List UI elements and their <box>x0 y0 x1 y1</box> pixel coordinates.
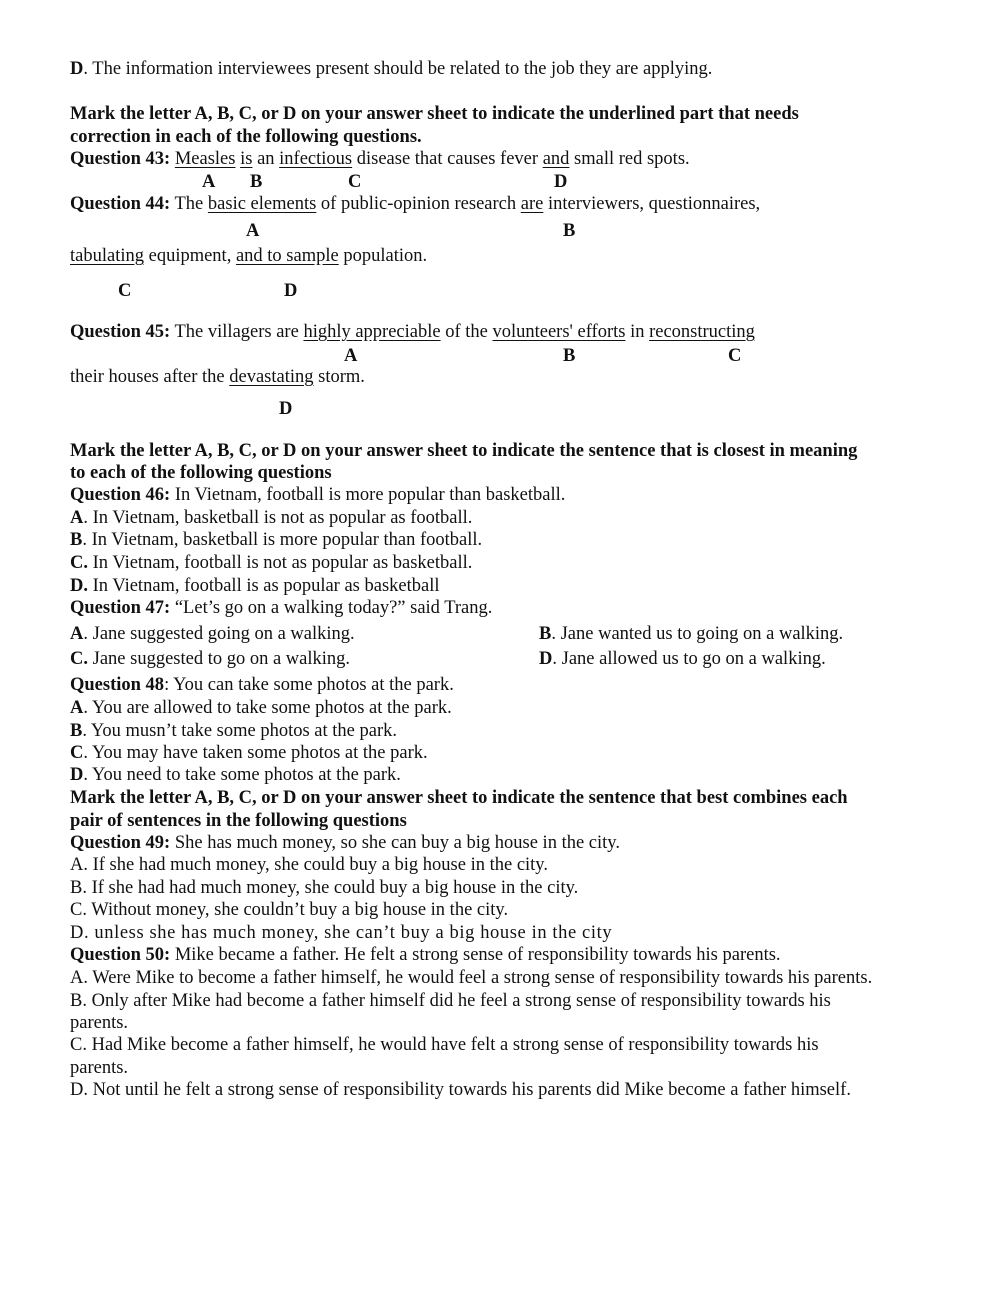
option-b: B. If she had had much money, she could buy a big house in the city. <box>70 878 579 898</box>
part-letter-c: C <box>348 172 362 192</box>
option-letter: D. <box>70 576 88 596</box>
option-b: B. Only after Mike had become a father himself did he feel a strong sense of responsibility towards his <box>70 991 831 1011</box>
option-text: . You musn’t take some photos at the park. <box>82 721 397 741</box>
option-b <box>70 529 482 551</box>
underlined-part-c: reconstructing <box>649 322 755 342</box>
option-b <box>539 623 843 645</box>
question-text: population. <box>338 246 428 266</box>
question-label: Question 46: <box>70 485 171 505</box>
option-text: . You are allowed to take some photos at the park. <box>83 698 452 718</box>
question-text: storm. <box>313 367 365 387</box>
question-text: equipment, <box>143 246 236 266</box>
question-45 <box>70 321 755 343</box>
question-50 <box>70 944 781 966</box>
question-text: their houses after the <box>70 367 230 387</box>
option-letter: D <box>70 59 84 79</box>
option-letter: C. <box>70 553 88 573</box>
option-text: . Jane suggested going on a walking. <box>83 624 355 644</box>
section-instruction-line: pair of sentences in the following questions <box>70 811 407 831</box>
part-letter-a: A <box>202 172 216 192</box>
option-d <box>70 764 401 786</box>
option-text: . You need to take some photos at the park. <box>83 765 401 785</box>
option-d <box>70 575 440 597</box>
option-text: In Vietnam, football is not as popular as basketball. <box>88 553 473 573</box>
option-c <box>70 648 350 670</box>
question-label: Question 48 <box>70 675 165 695</box>
part-letter-d: D <box>279 399 293 419</box>
underlined-part-d: and to sample <box>235 246 339 266</box>
part-letter-a: A <box>246 221 260 241</box>
option-text: . You may have taken some photos at the park. <box>83 743 428 763</box>
option-letter: A <box>70 624 84 644</box>
question-text: an <box>252 149 280 169</box>
section-instruction-line: correction in each of the following questions. <box>70 127 422 147</box>
option-c <box>70 552 472 574</box>
question-label: Question 43: <box>70 149 171 169</box>
underlined-part-a: basic elements <box>207 194 317 214</box>
section-instruction-line: to each of the following questions <box>70 463 332 483</box>
question-text: The villagers are <box>170 322 304 342</box>
option-a <box>70 697 452 719</box>
intro-line <box>70 58 712 80</box>
option-b <box>70 720 397 742</box>
option-text: In Vietnam, football is as popular as basketball <box>88 576 440 596</box>
option-letter: C <box>70 743 84 763</box>
question-text: “Let’s go on a walking today?” said Trang. <box>170 598 493 618</box>
option-c: C. Without money, she couldn’t buy a big house in the city. <box>70 900 509 920</box>
part-letter-d: D <box>554 172 568 192</box>
question-text: of public-opinion research <box>316 194 521 214</box>
underlined-part-b: are <box>520 194 544 214</box>
option-letter: A <box>70 508 84 528</box>
option-letter: B <box>539 624 552 644</box>
option-d: D. Not until he felt a strong sense of responsibility towards his parents did Mike become a father himself. <box>70 1080 851 1100</box>
question-49 <box>70 832 620 854</box>
option-d <box>539 648 826 670</box>
option-b-continued: parents. <box>70 1013 129 1033</box>
question-text: of the <box>440 322 493 342</box>
underlined-part-a: highly appreciable <box>303 322 441 342</box>
section-instruction-line: Mark the letter A, B, C, or D on your answer sheet to indicate the sentence that is closest in meaning <box>70 441 858 461</box>
option-letter: A <box>70 698 84 718</box>
option-text: . In Vietnam, basketball is not as popular as football. <box>83 508 473 528</box>
option-c-continued: parents. <box>70 1058 129 1078</box>
part-letter-a: A <box>344 346 358 366</box>
section-instruction-line: Mark the letter A, B, C, or D on your answer sheet to indicate the sentence that best combines each <box>70 788 848 808</box>
option-letter: C. <box>70 649 88 669</box>
option-text: . Jane allowed us to go on a walking. <box>552 649 826 669</box>
underlined-part-a: Measles <box>174 149 236 169</box>
question-label: Question 49: <box>70 833 171 853</box>
question-text: in <box>625 322 650 342</box>
option-letter: B <box>70 721 83 741</box>
underlined-part-d: devastating <box>229 367 314 387</box>
question-text: She has much money, so she can buy a big house in the city. <box>170 833 620 853</box>
part-letter-c: C <box>728 346 742 366</box>
option-letter: B <box>70 530 83 550</box>
option-text: . The information interviewees present should be related to the job they are applying. <box>83 59 713 79</box>
question-48 <box>70 674 454 696</box>
question-45-continued <box>70 366 365 388</box>
option-a <box>70 507 472 529</box>
option-a <box>70 623 355 645</box>
option-text: . Jane wanted us to going on a walking. <box>551 624 844 644</box>
option-c: C. Had Mike become a father himself, he would have felt a strong sense of responsibility towards his <box>70 1035 819 1055</box>
option-text: Jane suggested to go on a walking. <box>88 649 351 669</box>
underlined-part-c: infectious <box>279 149 353 169</box>
option-text: . In Vietnam, basketball is more popular than football. <box>82 530 483 550</box>
question-43 <box>70 148 690 170</box>
part-letter-d: D <box>284 281 298 301</box>
part-letter-b: B <box>563 221 576 241</box>
question-46 <box>70 484 565 506</box>
question-text: In Vietnam, football is more popular than basketball. <box>170 485 566 505</box>
question-text: The <box>170 194 208 214</box>
question-text: interviewers, questionnaires, <box>543 194 761 214</box>
section-instruction-line: Mark the letter A, B, C, or D on your answer sheet to indicate the underlined part that needs <box>70 104 799 124</box>
question-label: Question 50: <box>70 945 171 965</box>
option-c <box>70 742 428 764</box>
option-letter: D <box>70 765 84 785</box>
question-label: Question 44: <box>70 194 171 214</box>
underlined-part-b: volunteers' efforts <box>492 322 626 342</box>
part-letter-c: C <box>118 281 132 301</box>
option-d: D. unless she has much money, she can’t buy a big house in the city <box>70 923 613 943</box>
question-text: disease that causes fever <box>352 149 543 169</box>
option-letter: D <box>539 649 553 669</box>
underlined-part-c: tabulating <box>70 246 144 266</box>
question-label: Question 45: <box>70 322 171 342</box>
option-a: A. Were Mike to become a father himself, he would feel a strong sense of responsibility towards his parents. <box>70 968 873 988</box>
underlined-part-d: and <box>542 149 570 169</box>
underlined-part-b: is <box>240 149 253 169</box>
question-44-continued <box>70 245 427 267</box>
question-47 <box>70 597 492 619</box>
question-text: : You can take some photos at the park. <box>164 675 454 695</box>
question-text: small red spots. <box>569 149 690 169</box>
question-label: Question 47: <box>70 598 171 618</box>
part-letter-b: B <box>250 172 263 192</box>
question-44 <box>70 193 760 215</box>
question-text: Mike became a father. He felt a strong sense of responsibility towards his parents. <box>170 945 781 965</box>
part-letter-b: B <box>563 346 576 366</box>
option-a: A. If she had much money, she could buy a big house in the city. <box>70 855 548 875</box>
